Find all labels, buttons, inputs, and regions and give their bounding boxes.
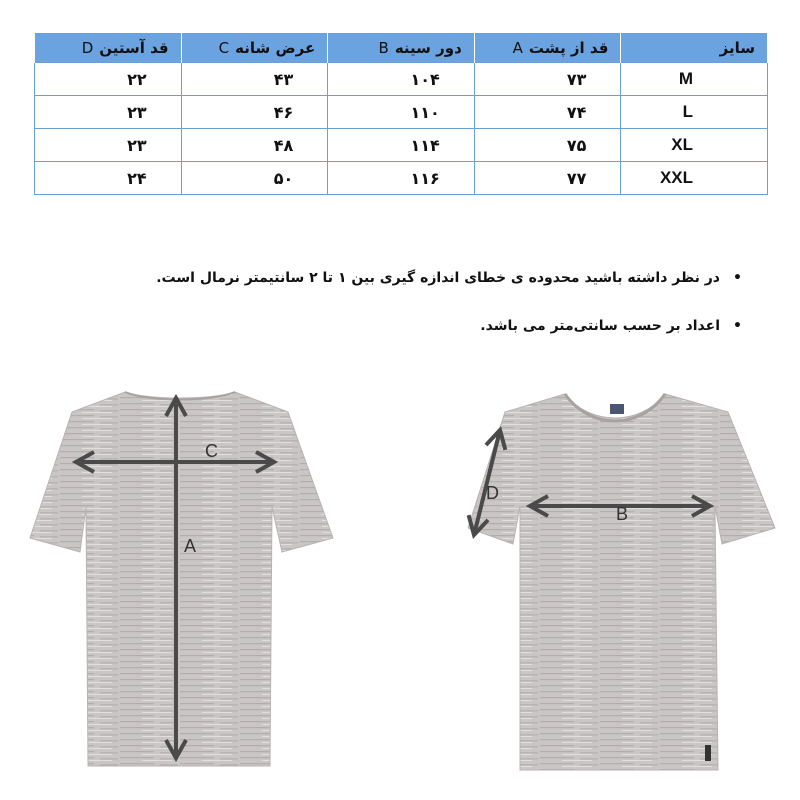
note-text: اعداد بر حسب سانتی‌متر می باشد. bbox=[480, 318, 720, 334]
notes-list bbox=[102, 262, 742, 358]
label-d: D bbox=[486, 483, 499, 503]
measurement-diagram bbox=[0, 380, 800, 800]
cell-shoulder-width: ۴۶ bbox=[181, 96, 328, 129]
cell-back-length: ۷۵ bbox=[474, 129, 621, 162]
shirt-front-view bbox=[468, 394, 775, 770]
header-shoulder-width: عرض شانهC bbox=[181, 34, 328, 63]
label-a: A bbox=[184, 536, 197, 556]
cell-size: XL bbox=[621, 129, 768, 162]
shirt-neck-tag bbox=[610, 404, 624, 414]
table-row bbox=[35, 129, 768, 162]
shirt-hem-tag bbox=[705, 745, 711, 761]
cell-back-length: ۷۷ bbox=[474, 162, 621, 195]
cell-size: L bbox=[621, 96, 768, 129]
table-row bbox=[35, 96, 768, 129]
cell-sleeve-length: ۲۳ bbox=[35, 96, 182, 129]
cell-chest: ۱۱۶ bbox=[328, 162, 475, 195]
bullet-icon: • bbox=[733, 318, 742, 334]
table-row bbox=[35, 63, 768, 96]
shirt-back-body bbox=[30, 392, 333, 766]
cell-size: XXL bbox=[621, 162, 768, 195]
cell-shoulder-width: ۵۰ bbox=[181, 162, 328, 195]
cell-shoulder-width: ۴۳ bbox=[181, 63, 328, 96]
cell-back-length: ۷۳ bbox=[474, 63, 621, 96]
label-b: B bbox=[616, 504, 629, 524]
size-table bbox=[34, 33, 768, 195]
header-sleeve-length: قد آستینD bbox=[35, 34, 182, 63]
cell-chest: ۱۱۰ bbox=[328, 96, 475, 129]
note-text: در نظر داشته باشید محدوده ی خطای اندازه گیری بین ۱ تا ۲ سانتیمتر نرمال است. bbox=[156, 270, 720, 286]
shirt-front-body bbox=[468, 394, 775, 770]
table-header-row bbox=[35, 34, 768, 63]
bullet-icon: • bbox=[733, 270, 742, 286]
header-chest: دور سینهB bbox=[328, 34, 475, 63]
cell-sleeve-length: ۲۴ bbox=[35, 162, 182, 195]
cell-size: M bbox=[621, 63, 768, 96]
cell-sleeve-length: ۲۲ bbox=[35, 63, 182, 96]
table-row bbox=[35, 162, 768, 195]
label-c: C bbox=[205, 441, 218, 461]
cell-sleeve-length: ۲۳ bbox=[35, 129, 182, 162]
shirt-back-view bbox=[30, 392, 333, 766]
header-size: سایز bbox=[621, 34, 768, 63]
cell-back-length: ۷۴ bbox=[474, 96, 621, 129]
note-item bbox=[102, 310, 742, 340]
cell-chest: ۱۱۴ bbox=[328, 129, 475, 162]
note-item bbox=[102, 262, 742, 292]
header-back-length: قد از پشتA bbox=[474, 34, 621, 63]
cell-shoulder-width: ۴۸ bbox=[181, 129, 328, 162]
cell-chest: ۱۰۴ bbox=[328, 63, 475, 96]
